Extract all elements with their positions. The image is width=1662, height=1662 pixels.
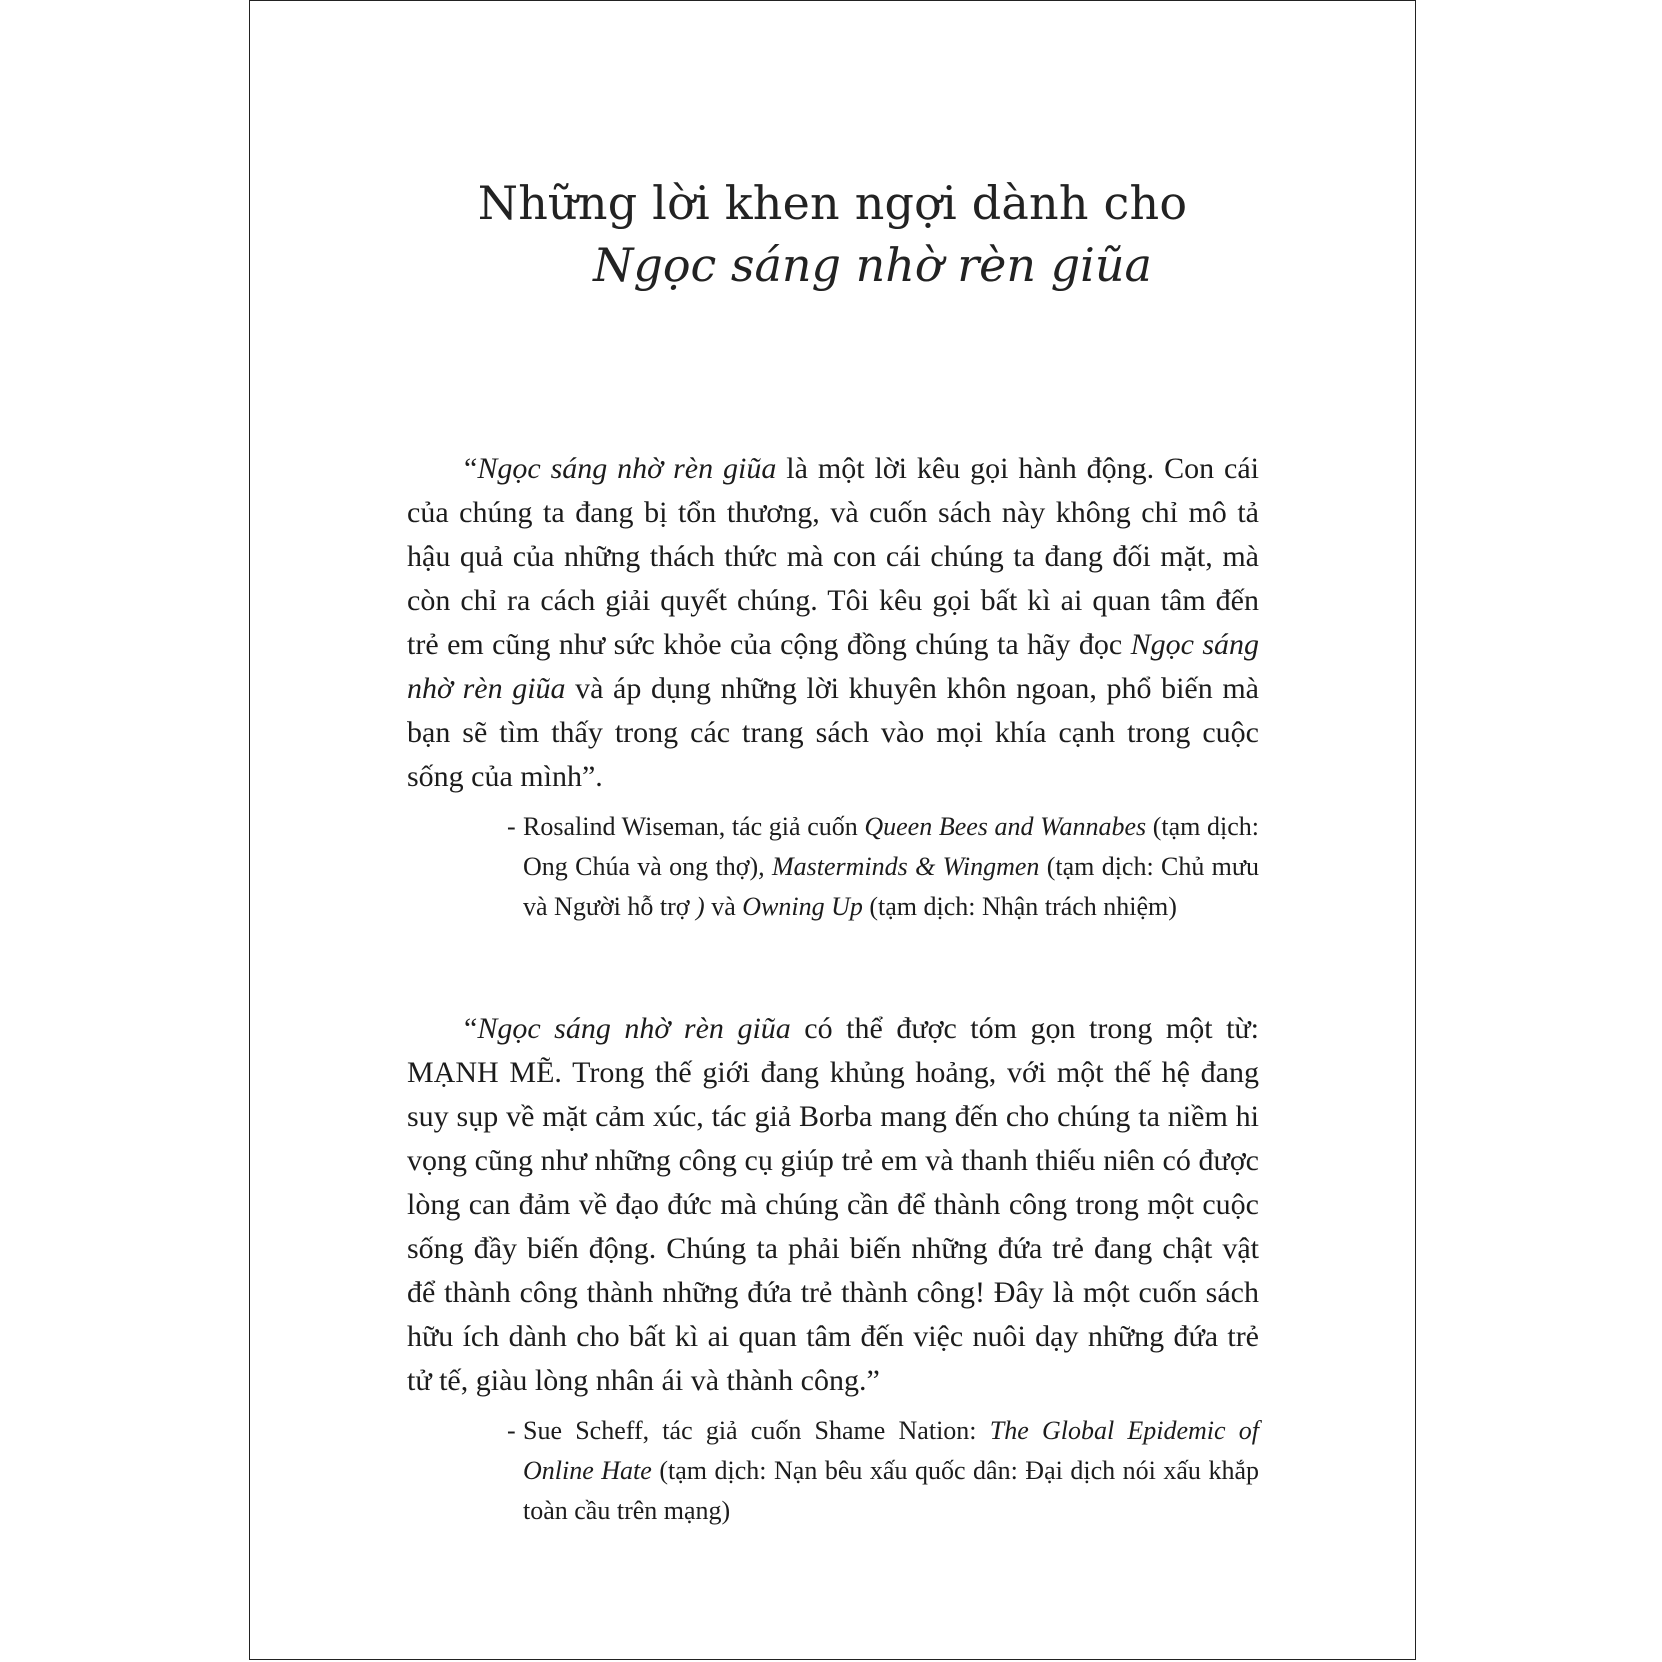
attribution-paren: ) [696,892,705,921]
attribution-book-1: Queen Bees and Wannabes [864,812,1147,841]
quote-2-body: có thể được tóm gọn trong một từ: MẠNH MẼ. Trong thế giới đang khủng hoảng, với một thế hệ đang suy sụp về mặt cảm xúc, tác giả Borba mang đến cho chúng ta niềm hi vọng cũng như những công cụ giúp trẻ em và thanh thiếu niên có được lòng can đảm về đạo đức mà chúng cần để thành công trong một cuộc sống đầy biến động. Chúng ta phải biến những đứa trẻ đang chật vật để thành công thành những đứa trẻ thành công! Đây là một cuốn sách hữu ích dành cho bất kì ai quan tâm đến việc nuôi dạy những đứa trẻ tử tế, giàu lòng nhân ái và thành công.” [407,1012,1259,1397]
attribution-author: Rosalind Wiseman, tác giả cuốn [523,812,865,841]
attribution-book-1-translation: (tạm dịch: Ong Chúa và ong thợ) [523,812,1259,881]
quote-1-book-title: Ngọc sáng nhờ rèn giũa [477,452,777,485]
attribution-dash: - [507,1416,516,1445]
attribution-separator: , [758,852,772,881]
attribution-book-2-translation: (tạm dịch: Chủ mưu và Người hỗ trợ [523,852,1259,921]
quote-2-book-title: Ngọc sáng nhờ rèn giũa [477,1012,791,1045]
attribution-book-3-translation: (tạm dịch: Nhận trách nhiệm) [862,892,1177,921]
praise-quote-2 [407,1007,1259,1531]
quote-1-open-mark: “ [464,452,478,485]
quote-1-body-a: là một lời kêu gọi hành động. Con cái của chúng ta đang bị tổn thương, và cuốn sách này không chỉ mô tả hậu quả của những thách thức mà con cái chúng ta đang đối mặt, mà còn chỉ ra cách giải quyết chúng. Tôi kêu gọi bất kì ai quan tâm đến trẻ em cũng như sức khỏe của cộng đồng chúng ta hãy đọc [407,452,1260,661]
quote-2-attribution [507,1411,1259,1531]
heading-book-title: Ngọc sáng nhờ rèn giũa [593,238,1152,292]
attribution-and: và [704,892,743,921]
book-page [249,0,1416,1660]
attribution-book-translation: (tạm dịch: Nạn bêu xấu quốc dân: Đại dịch nói xấu khắp toàn cầu trên mạng) [523,1456,1259,1525]
quote-1-book-title-2: Ngọc sáng nhờ rèn giũa [407,628,1259,705]
attribution-book-3: Owning Up [742,892,863,921]
attribution-book: The Global Epidemic of Online Hate [523,1416,1259,1485]
quote-2-text [407,1007,1259,1403]
attribution-author: Sue Scheff, tác giả cuốn Shame Nation: [523,1416,990,1445]
attribution-book-2: Masterminds & Wingmen [771,852,1040,881]
heading-line-1: Những lời khen ngợi dành cho [477,176,1188,230]
attribution-dash: - [507,812,516,841]
quote-2-open-mark: “ [464,1012,478,1045]
page-heading [250,173,1415,295]
quote-1-text [407,447,1259,799]
quote-1-attribution [507,807,1259,927]
quote-1-body-b: và áp dụng những lời khuyên khôn ngoan, phổ biến mà bạn sẽ tìm thấy trong các trang sách vào mọi khía cạnh trong cuộc sống của mình”. [407,672,1260,793]
praise-quote-1 [407,447,1259,927]
